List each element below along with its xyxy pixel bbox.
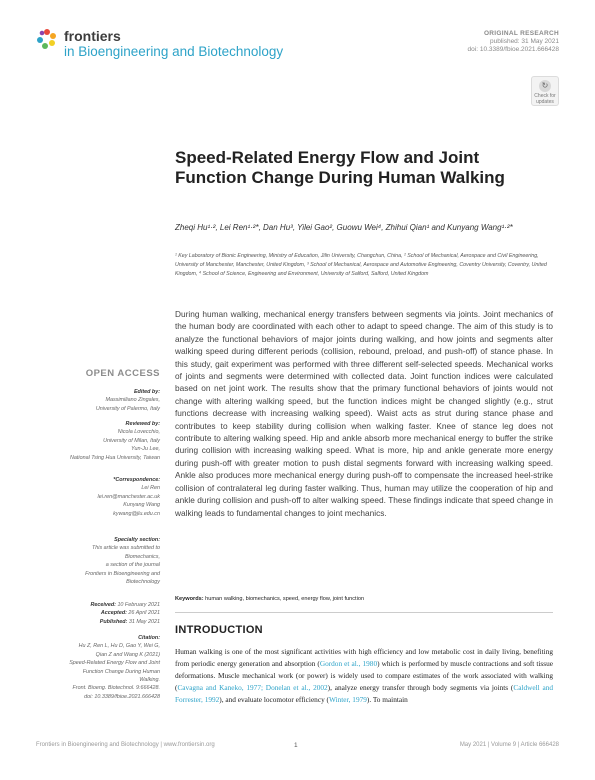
article-type: ORIGINAL RESEARCH — [483, 30, 559, 37]
reviewer-name: Nicola Lovecchio, — [117, 429, 160, 436]
specialty-label: Specialty section: — [114, 537, 160, 543]
check-for-updates-button[interactable] — [531, 76, 559, 106]
published-label: Published: — [99, 618, 128, 625]
brand-name: frontiers — [64, 28, 121, 44]
published-date: published: 31 May 2021 — [489, 38, 559, 45]
keywords — [175, 596, 553, 602]
article-title: Speed-Related Energy Flow and Joint Function Change During Human Walking — [175, 148, 505, 187]
citation-link[interactable]: Winter, 1979 — [328, 695, 367, 704]
edited-by-label: Edited by: — [133, 389, 160, 395]
correspondence-label: *Correspondence: — [113, 477, 160, 483]
correspondent-name: Kunyang Wang — [123, 502, 160, 509]
specialty-line: Biotechnology — [126, 579, 160, 586]
intro-text-2: ) which is performed by muscle contractions and soft tissue deformations. Muscle mechanical work (or power) is widely used to compare estimates of the work associated with walking ( — [175, 659, 554, 692]
editor-affiliation: University of Palermo, Italy — [95, 405, 160, 412]
specialty-line: This article was submitted to — [91, 545, 160, 552]
received-label: Received: — [90, 602, 116, 608]
accepted-label: Accepted: — [100, 610, 127, 617]
editor-name: Massimiliano Zingales, — [105, 397, 160, 404]
intro-text-1: Human walking is one of the most significant activities with high efficiency and low metabolic cost in daily living, benefiting from periodic energy generation and absorption ( — [175, 647, 553, 668]
author-list: Zheqi Hu¹·², Lei Ren¹·²*, Dan Hu³, Yilei Gao², Guowu Wei⁴, Zhihui Qian¹ and Kunyang Wang¹·²* — [175, 223, 513, 232]
reviewers-block — [30, 420, 160, 462]
introduction-heading: INTRODUCTION — [175, 624, 263, 636]
page-number: 1 — [294, 742, 298, 749]
keywords-label: Keywords: — [175, 596, 204, 602]
specialty-line: Biomechanics, — [124, 553, 160, 560]
specialty-line: Frontiers in Bioengineering and — [85, 570, 160, 577]
citation-doi[interactable]: doi: 10.3389/fbioe.2021.666428 — [84, 693, 160, 700]
keywords-list: human walking, biomechanics, speed, energy flow, joint function — [205, 596, 365, 602]
frontiers-logo-icon — [36, 28, 58, 50]
reviewed-by-label: Reviewed by: — [125, 421, 160, 427]
doi-link[interactable]: doi: 10.3389/fbioe.2021.666428 — [467, 46, 559, 53]
intro-text-3: ), analyze energy transfer through body segments via joints ( — [327, 683, 514, 692]
reviewer-name: Yun-Ju Lee, — [131, 446, 160, 453]
citation-link[interactable]: Caldwell and Forrester, 1992 — [175, 683, 553, 704]
intro-text-4: ), and evaluate locomotor efficiency ( — [219, 695, 329, 704]
citation-line: Function Change During Human — [82, 668, 160, 675]
citation-line: Walking. — [139, 677, 160, 684]
article-meta — [468, 30, 559, 54]
introduction-text — [175, 646, 553, 706]
divider — [175, 612, 553, 613]
citation-label: Citation: — [138, 635, 160, 641]
reviewer-affiliation: National Tsing Hua University, Taiwan — [70, 454, 160, 461]
correspondent-email[interactable]: kywang@jlu.edu.cn — [113, 510, 160, 517]
citation-line: Qian Z and Wang K (2021) — [95, 651, 160, 658]
footer-journal-link[interactable]: Frontiers in Bioengineering and Biotechnology | www.frontiersin.org — [36, 742, 215, 748]
footer-issue-info: May 2021 | Volume 9 | Article 666428 — [459, 742, 559, 748]
reviewer-affiliation: University of Milan, Italy — [103, 437, 160, 444]
citation-link[interactable]: Gordon et al., 1980 — [319, 659, 378, 668]
specialty-block — [30, 536, 160, 586]
open-access-label: OPEN ACCESS — [85, 368, 160, 379]
citation-line: Hu Z, Ren L, Hu D, Gao Y, Wei G, — [78, 643, 160, 650]
citation-block — [30, 634, 160, 701]
journal-name: in Bioengineering and Biotechnology — [64, 44, 284, 59]
correspondent-name: Lei Ren — [141, 485, 160, 492]
intro-text-5: ). To maintain — [366, 695, 408, 704]
published-date: 31 May 2021 — [128, 618, 160, 625]
dates-block — [30, 601, 160, 626]
check-for-updates-label: Check for updates — [534, 93, 556, 105]
citation-line: Speed-Related Energy Flow and Joint — [69, 660, 160, 667]
correspondent-email[interactable]: lei.ren@manchester.ac.uk — [97, 493, 160, 500]
abstract: During human walking, mechanical energy transfers between segments via joints. Joint mechanics of the human body are coordinated with each other to adapt to speed change. The aim of this study is to analyze the functional behaviors of major joints during walking, and how joints and segments alter walking speed during different periods (collision, rebound, preload, and push-off) of stance phase. In this study, gait experiment was performed with three different self-selected speeds. Mechanical works of joints and segments were determined with collected data. Joint function indices were calculated based on net joint work. The results show that the primary functional behaviors of joints would not change with altering walking speed, but the function indices might be changed slightly (e.g., strut functions decrease with increasing walking speed). Waist acts as strut during stance phase and contributes to keep stability during collision when walking faster. Knee of stance leg does not contribute to altering walking speed. Hip and ankle absorb more mechanical energy to buffer the strike during collision with increasing walking speed. What is more, hip and ankle generate more energy during push-off with greater motion to push distal segments forward with increasing walking speed. Ankle also produces more mechanical energy during push-off to compensate the increased heel-strike collision of contralateral leg during faster walking. Thus, human may utilize the cooperation of hip and ankle during collision and push-off to alter walking speed. These findings indicate that speed change in walking leads to fundamental changes to joint mechanics. — [175, 309, 553, 518]
received-date: 10 February 2021 — [117, 602, 160, 608]
affiliations: ¹ Key Laboratory of Bionic Engineering, Ministry of Education, Jilin University, Changchun, China, ² School of Mechanical, Aerospace and Civil Engineering, University of Manchester, Manchester, United Kingdom, ³ School of Mechanical, Aerospace and Automotive Engineering, Coventry University, Coventry, United Kingdom, ⁴ School of Science, Engineering and Environment, University of Salford, Salford, United Kingdom — [175, 253, 547, 277]
specialty-line: a section of the journal — [105, 562, 160, 569]
accepted-date: 26 April 2021 — [128, 610, 160, 617]
refresh-icon: ↻ — [539, 80, 551, 92]
editor-block — [30, 388, 160, 413]
correspondence-block — [30, 476, 160, 518]
citation-line: Front. Bioeng. Biotechnol. 9:666428. — [72, 685, 160, 692]
citation-link[interactable]: Cavagna and Kaneko, 1977; Donelan et al., 2002 — [177, 683, 328, 692]
